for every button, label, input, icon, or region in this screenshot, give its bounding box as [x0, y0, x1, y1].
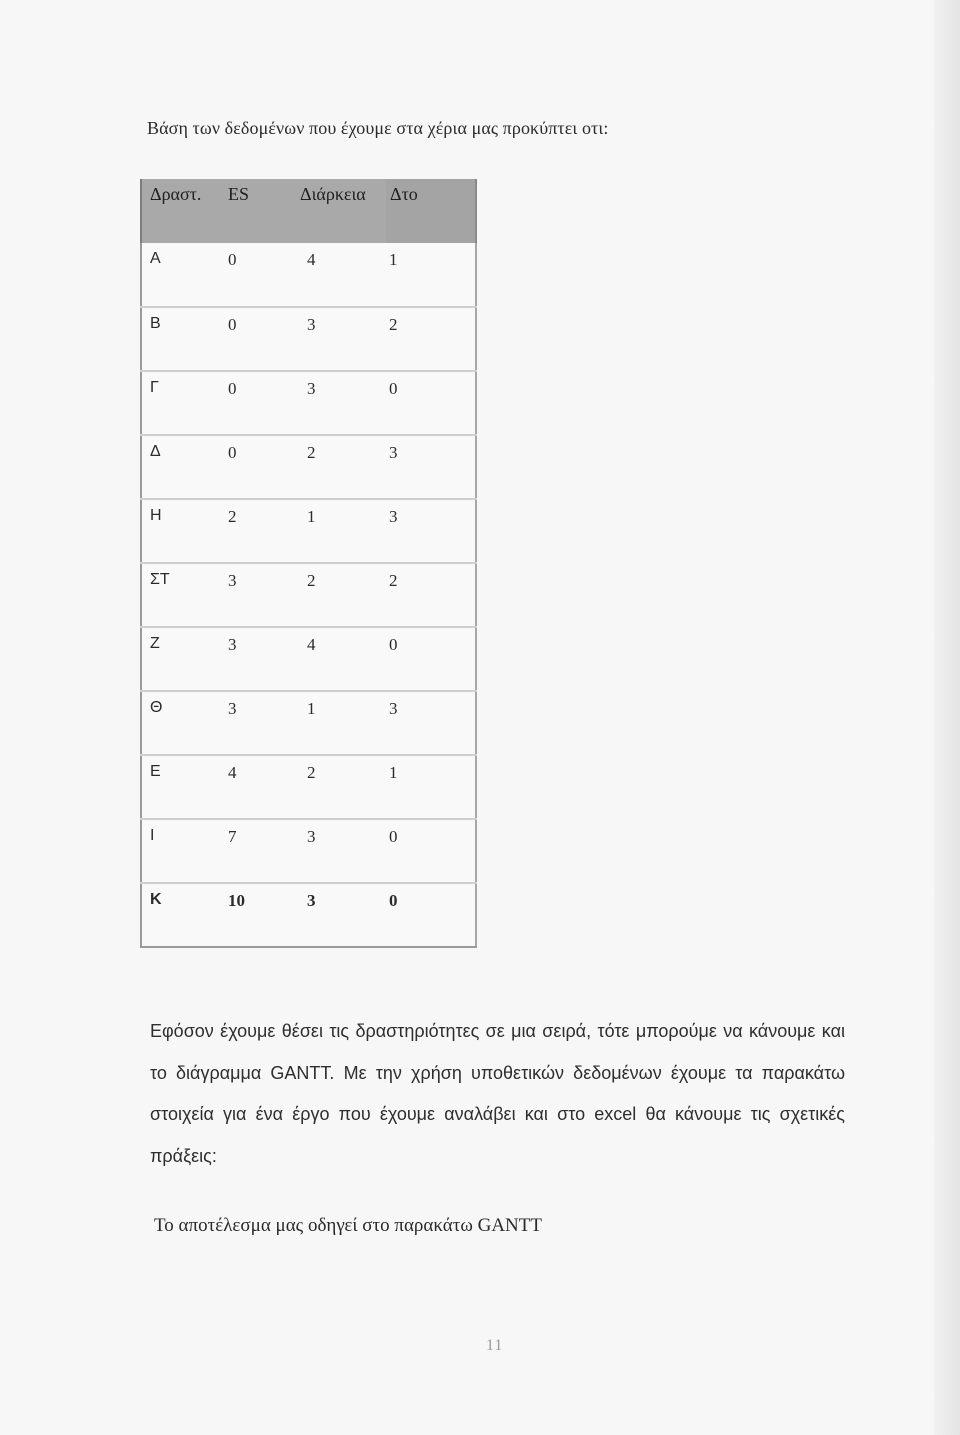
table-row	[141, 563, 476, 627]
cell-activity: Γ	[141, 371, 221, 435]
cell-dto: 3	[386, 499, 476, 563]
cell-dto: 3	[386, 435, 476, 499]
cell-duration: 3	[296, 819, 386, 883]
table-row	[141, 819, 476, 883]
cell-es: 2	[221, 499, 296, 563]
cell-duration: 3	[296, 307, 386, 371]
activity-table-wrapper	[140, 179, 475, 948]
table-row	[141, 691, 476, 755]
scan-edge-shadow	[934, 0, 960, 1435]
cell-dto: 1	[386, 243, 476, 307]
gantt-paragraph: Εφόσον έχουμε θέσει τις δραστηριότητες σε μια σειρά, τότε μπορούμε να κάνουμε και το διάγραμμα GANTT. Με την χρήση υποθετικών δεδομένων έχουμε τα παρακάτω στοιχεία για ένα έργο που έχουμε αναλάβει και στο excel θα κάνουμε τις σχετικές πράξεις:	[150, 1021, 845, 1166]
cell-duration: 4	[296, 627, 386, 691]
table-row	[141, 371, 476, 435]
cell-activity: Ε	[141, 755, 221, 819]
cell-activity: ΣΤ	[141, 563, 221, 627]
cell-dto: 0	[386, 819, 476, 883]
page-number: 11	[486, 1337, 504, 1354]
cell-activity: Θ	[141, 691, 221, 755]
cell-es: 3	[221, 563, 296, 627]
cell-es: 3	[221, 691, 296, 755]
cell-dto: 0	[386, 883, 476, 947]
cell-duration: 1	[296, 499, 386, 563]
table-header-row	[141, 179, 476, 243]
cell-duration: 2	[296, 563, 386, 627]
cell-es: 3	[221, 627, 296, 691]
cell-activity: Β	[141, 307, 221, 371]
table-row	[141, 243, 476, 307]
cell-duration: 2	[296, 435, 386, 499]
cell-duration: 3	[296, 371, 386, 435]
header-duration: Διάρκεια	[296, 179, 386, 243]
cell-es: 0	[221, 307, 296, 371]
cell-activity: Ζ	[141, 627, 221, 691]
cell-dto: 0	[386, 371, 476, 435]
cell-activity: Κ	[141, 883, 221, 947]
cell-dto: 2	[386, 307, 476, 371]
cell-dto: 2	[386, 563, 476, 627]
cell-es: 0	[221, 243, 296, 307]
cell-activity: Η	[141, 499, 221, 563]
cell-duration: 3	[296, 883, 386, 947]
intro-text: Βάση των δεδομένων που έχουμε στα χέρια μας προκύπτει οτι:	[147, 118, 609, 138]
table-row	[141, 755, 476, 819]
cell-dto: 3	[386, 691, 476, 755]
cell-duration: 2	[296, 755, 386, 819]
table-row	[141, 307, 476, 371]
table-row	[141, 883, 476, 947]
cell-es: 0	[221, 435, 296, 499]
table-body	[141, 243, 476, 947]
cell-duration: 1	[296, 691, 386, 755]
header-activity: Δραστ.	[141, 179, 221, 243]
cell-duration: 4	[296, 243, 386, 307]
result-text: Το αποτέλεσμα μας οδηγεί στο παρακάτω GANTT	[154, 1215, 542, 1236]
cell-dto: 0	[386, 627, 476, 691]
table-row	[141, 627, 476, 691]
cell-es: 4	[221, 755, 296, 819]
cell-activity: Ι	[141, 819, 221, 883]
table-row	[141, 435, 476, 499]
cell-activity: Δ	[141, 435, 221, 499]
header-es: ES	[221, 179, 296, 243]
header-dto: Δτο	[386, 179, 476, 243]
activity-table	[140, 179, 477, 948]
cell-activity: Α	[141, 243, 221, 307]
cell-es: 0	[221, 371, 296, 435]
cell-es: 7	[221, 819, 296, 883]
cell-dto: 1	[386, 755, 476, 819]
table-row	[141, 499, 476, 563]
cell-es: 10	[221, 883, 296, 947]
